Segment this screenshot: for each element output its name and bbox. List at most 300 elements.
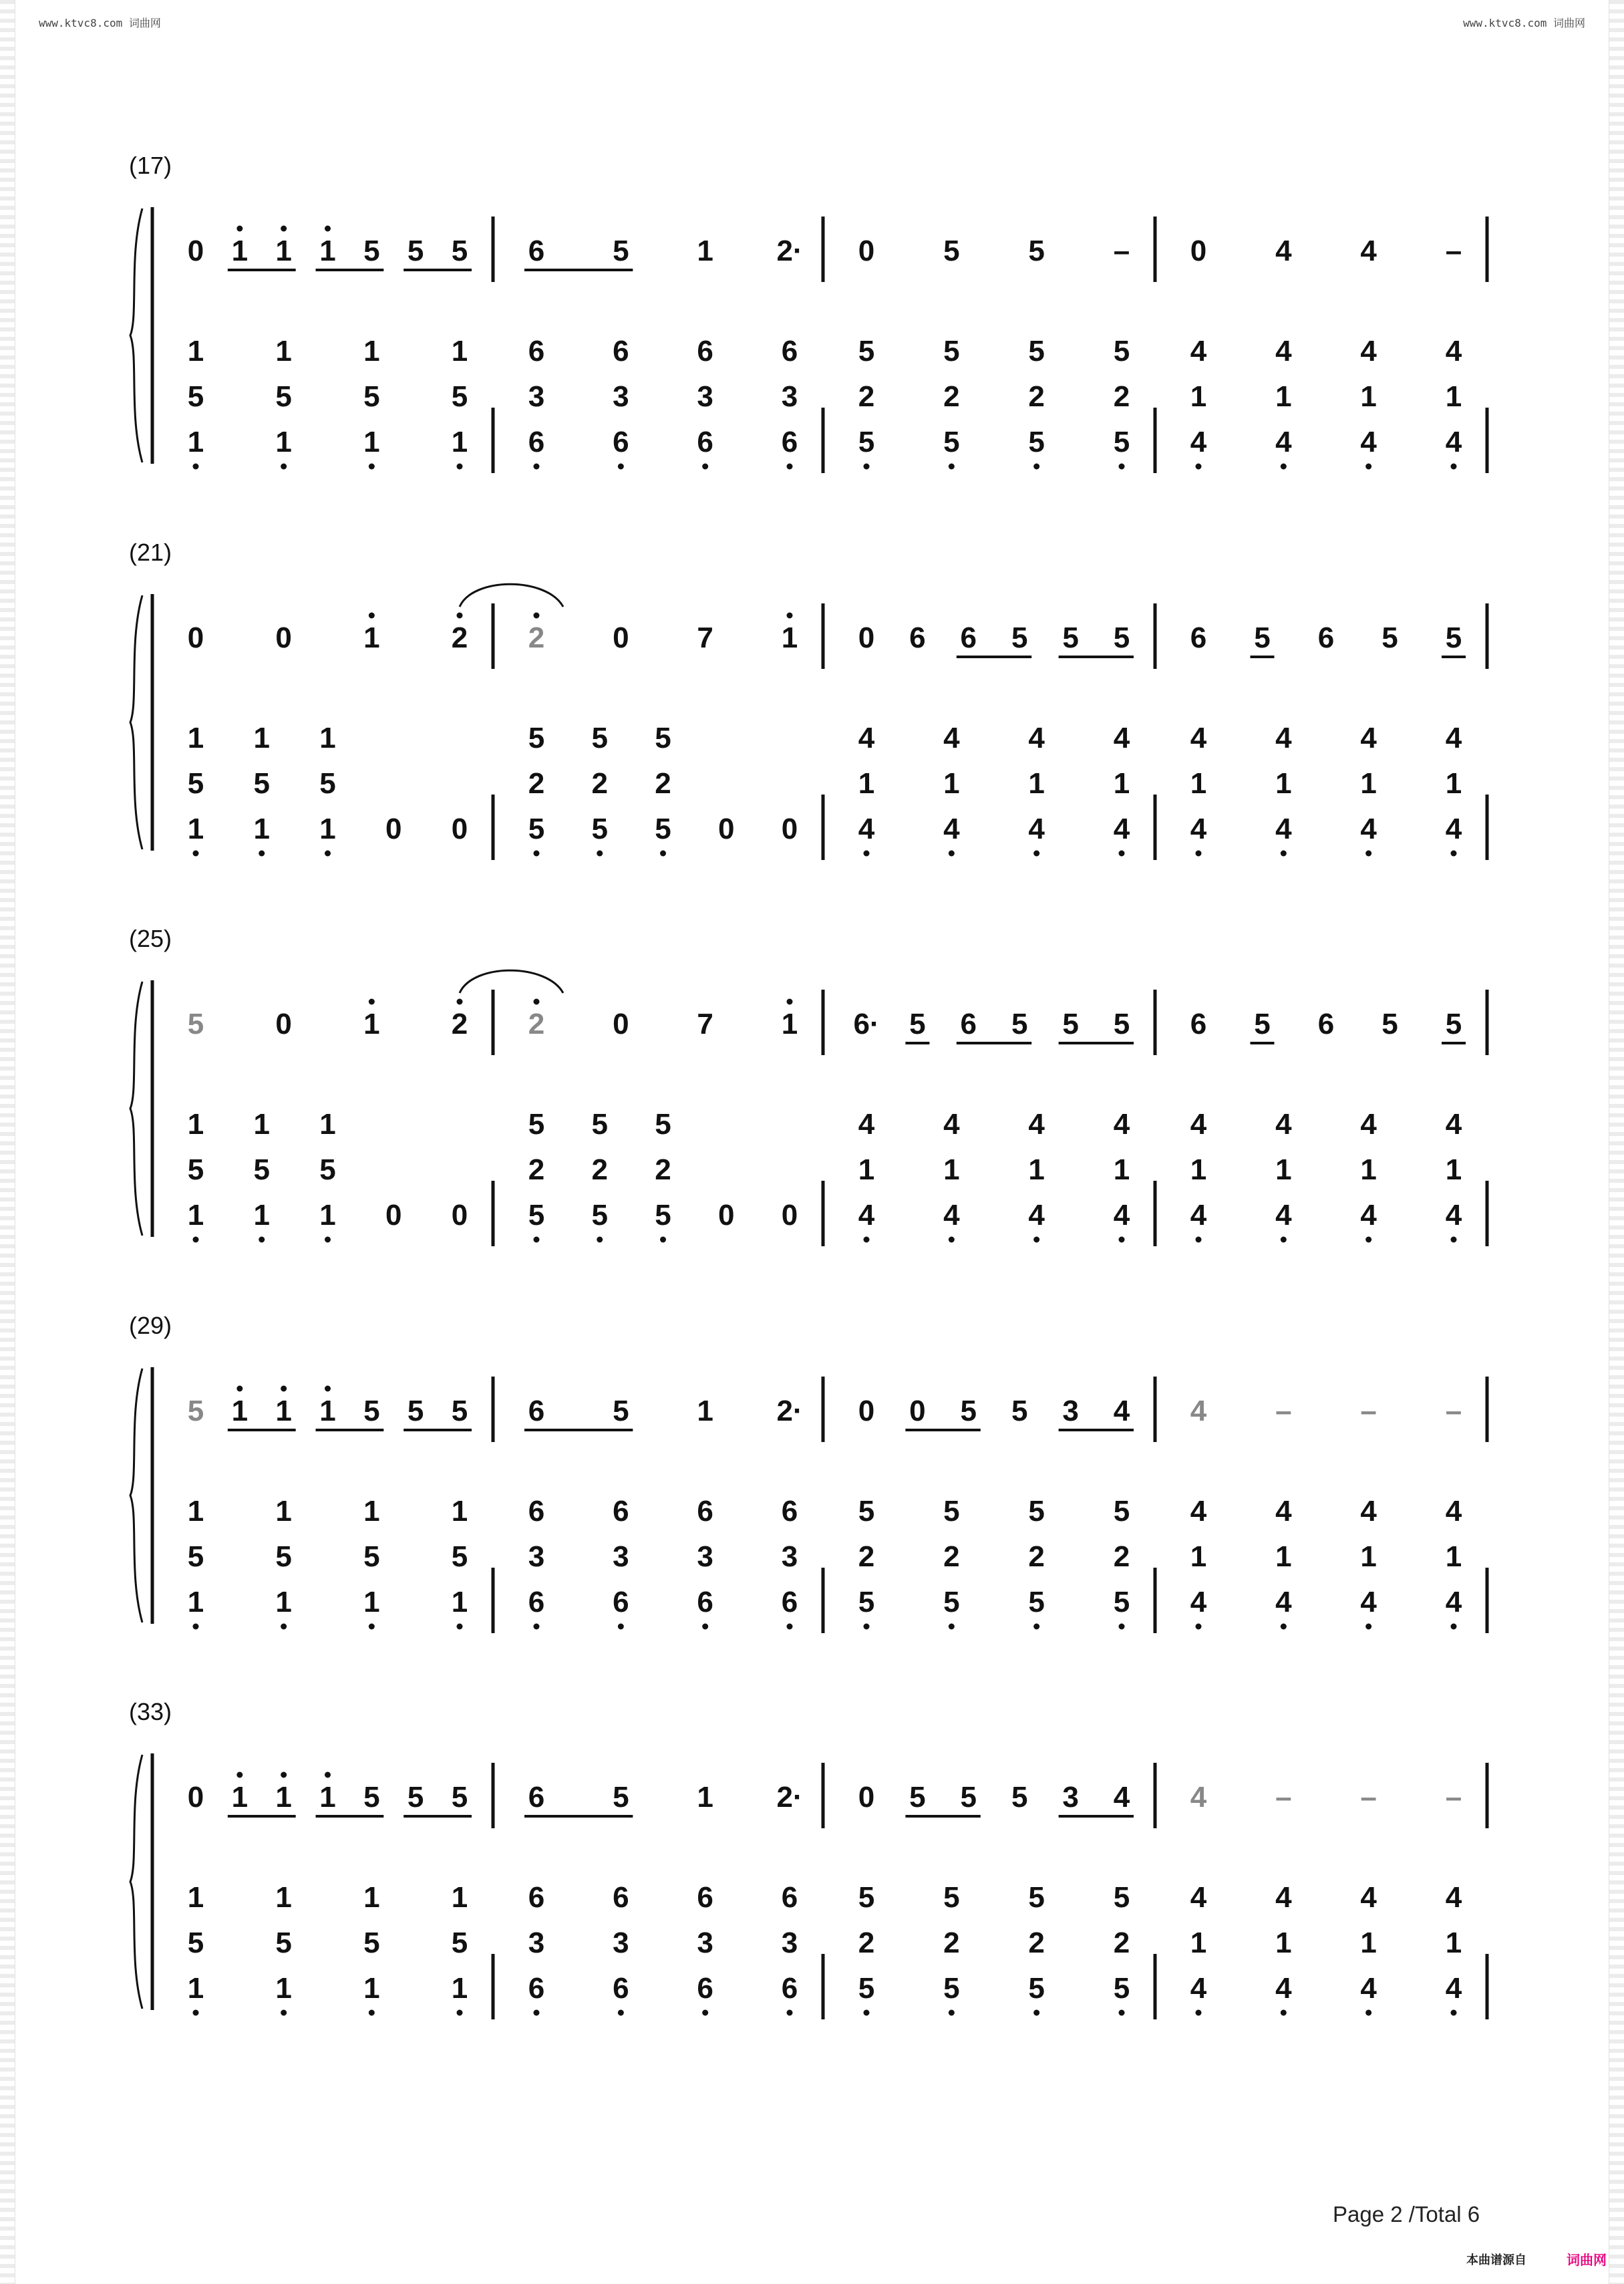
melody-note: 6 xyxy=(909,621,926,654)
octave-dot-below xyxy=(1451,1237,1457,1243)
octave-dot-below xyxy=(1119,1624,1125,1630)
bass-note: 2 xyxy=(655,767,671,800)
melody-note: 1 xyxy=(781,621,798,654)
system-brace xyxy=(130,208,142,462)
melody-note: 7 xyxy=(697,1008,713,1040)
octave-dot-below xyxy=(618,2010,624,2016)
bass-note: 3 xyxy=(613,1540,629,1573)
bass-note: 2 xyxy=(858,1926,875,1959)
bass-note: 0 xyxy=(451,813,468,845)
octave-dot-below xyxy=(1119,464,1125,470)
octave-dot-below xyxy=(281,2010,287,2016)
melody-note: 7 xyxy=(697,621,713,654)
bass-note: 5 xyxy=(1113,1881,1130,1914)
bass-note: 1 xyxy=(187,426,204,458)
bass-note: 0 xyxy=(385,813,402,845)
bass-note: 5 xyxy=(451,380,468,413)
bass-note: 1 xyxy=(1190,1153,1207,1186)
octave-dot-above xyxy=(787,613,793,619)
bass-note: 5 xyxy=(451,1926,468,1959)
bass-note: 2 xyxy=(1028,1926,1045,1959)
bass-note: 1 xyxy=(451,1495,468,1528)
bass-note: 6 xyxy=(781,1881,798,1914)
bass-note: 4 xyxy=(1275,426,1292,458)
octave-dot-above xyxy=(236,1386,242,1392)
melody-note: 1 xyxy=(363,1008,380,1040)
melody-note: 5 xyxy=(1113,621,1130,654)
bass-note: 4 xyxy=(858,722,875,754)
bass-note: 1 xyxy=(253,1199,270,1232)
melody-note: 6 xyxy=(528,1781,545,1814)
bass-note: 6 xyxy=(528,1495,545,1528)
bass-note: 3 xyxy=(528,1926,545,1959)
bass-note: 1 xyxy=(187,1495,204,1528)
octave-dot-above xyxy=(369,613,375,619)
melody-note: 5 xyxy=(1445,621,1462,654)
bass-note: 1 xyxy=(1360,1540,1377,1573)
bass-note: 1 xyxy=(1113,1153,1130,1186)
bass-note: 2 xyxy=(528,1153,545,1186)
bass-note: 4 xyxy=(1190,813,1207,845)
octave-dot-below xyxy=(369,464,375,470)
bass-note: 1 xyxy=(1360,767,1377,800)
bass-note: 5 xyxy=(1113,1495,1130,1528)
octave-dot-below xyxy=(369,2010,375,2016)
bass-note: 1 xyxy=(451,1586,468,1618)
bass-note: 4 xyxy=(1190,1108,1207,1141)
bass-note: 4 xyxy=(1275,335,1292,368)
bass-note: 4 xyxy=(1275,1972,1292,2005)
melody-note: 5 xyxy=(1254,621,1271,654)
bass-note: 4 xyxy=(1360,1199,1377,1232)
octave-dot-below xyxy=(1451,464,1457,470)
bass-note: 5 xyxy=(187,1926,204,1959)
melody-note: 5 xyxy=(613,1395,629,1427)
melody-note: 5 xyxy=(363,235,380,267)
bass-note: 4 xyxy=(858,1108,875,1141)
bass-note: 6 xyxy=(528,335,545,368)
bass-note: 5 xyxy=(858,1881,875,1914)
bass-note: 4 xyxy=(1028,813,1045,845)
bass-note: 5 xyxy=(858,1972,875,2005)
bass-note: 1 xyxy=(187,1881,204,1914)
header-site-right: www.ktvc8.com 词曲网 xyxy=(1463,17,1585,29)
bass-note: 4 xyxy=(1445,1586,1462,1618)
measure-number: (25) xyxy=(129,925,172,952)
octave-dot-below xyxy=(534,2010,540,2016)
bass-note: 4 xyxy=(1113,1108,1130,1141)
bass-note: 5 xyxy=(528,1108,545,1141)
melody-note: 5 xyxy=(1113,1008,1130,1040)
bass-note: 4 xyxy=(1190,1972,1207,2005)
bass-note: 2 xyxy=(1113,380,1130,413)
bass-note: 5 xyxy=(591,722,608,754)
bass-note: 4 xyxy=(1028,1199,1045,1232)
bass-note: 0 xyxy=(385,1199,402,1232)
octave-dot-below xyxy=(1033,851,1039,857)
melody-note: 5 xyxy=(1011,1008,1028,1040)
bass-note: 6 xyxy=(697,1495,713,1528)
octave-dot-above xyxy=(281,1772,287,1778)
bass-note: 5 xyxy=(275,1926,292,1959)
octave-dot-below xyxy=(1451,851,1457,857)
bass-note: 1 xyxy=(275,1495,292,1528)
octave-dot-above xyxy=(325,226,331,232)
octave-dot-below xyxy=(193,464,199,470)
octave-dot-below xyxy=(281,1624,287,1630)
melody-note: 0 xyxy=(858,235,875,267)
bass-note: 4 xyxy=(1275,1199,1292,1232)
bass-note: 1 xyxy=(1445,1926,1462,1959)
bass-note: 6 xyxy=(613,1495,629,1528)
octave-dot-below xyxy=(457,1624,463,1630)
bass-note: 4 xyxy=(1360,335,1377,368)
bass-note: 5 xyxy=(187,767,204,800)
octave-dot-below xyxy=(534,1237,540,1243)
melody-note: 6 xyxy=(1317,1008,1335,1040)
melody-note: 5 xyxy=(1382,1008,1398,1040)
bass-note: 6 xyxy=(697,1586,713,1618)
bass-note: 2 xyxy=(1028,1540,1045,1573)
melody-note: 5 xyxy=(451,1781,468,1814)
melody-note: 0 xyxy=(858,1781,875,1814)
melody-note: – xyxy=(1445,1395,1462,1427)
octave-dot-below xyxy=(949,851,955,857)
bass-note: 1 xyxy=(253,722,270,754)
melody-note: 1 xyxy=(231,235,249,267)
melody-note: – xyxy=(1113,235,1130,267)
bass-note: 6 xyxy=(781,1495,798,1528)
bass-note: 6 xyxy=(781,1586,798,1618)
bass-note: 5 xyxy=(528,813,545,845)
melody-note: 0 xyxy=(187,235,204,267)
octave-dot-below xyxy=(457,464,463,470)
melody-note: 6 xyxy=(1317,621,1335,654)
melody-note: 6 xyxy=(960,621,977,654)
octave-dot-below xyxy=(597,1237,603,1243)
bass-note: 4 xyxy=(1360,1972,1377,2005)
bass-note: 1 xyxy=(1360,380,1377,413)
melody-note: 5 xyxy=(909,1781,926,1814)
bass-note: 4 xyxy=(943,1199,960,1232)
melody-note: 1 xyxy=(319,1781,336,1814)
octave-dot-below xyxy=(325,1237,331,1243)
melody-note: 3 xyxy=(1062,1781,1079,1814)
bass-note: 5 xyxy=(858,426,875,458)
bass-note: 5 xyxy=(1028,1495,1045,1528)
bass-note: 1 xyxy=(253,813,270,845)
octave-dot-below xyxy=(1365,464,1371,470)
bass-note: 5 xyxy=(1113,335,1130,368)
melody-note: 0 xyxy=(275,1008,292,1040)
melody-note: 1 xyxy=(363,621,380,654)
melody-note: 5 xyxy=(960,1395,977,1427)
bass-note: 6 xyxy=(613,1972,629,2005)
octave-dot-above xyxy=(369,999,375,1005)
octave-dot-below xyxy=(1281,2010,1287,2016)
octave-dot-below xyxy=(1196,464,1202,470)
bass-note: 2 xyxy=(591,1153,608,1186)
octave-dot-below xyxy=(660,851,666,857)
bass-note: 5 xyxy=(1113,1972,1130,2005)
melody-note: – xyxy=(1275,1781,1292,1814)
bass-note: 4 xyxy=(1360,1881,1377,1914)
bass-note: 4 xyxy=(1445,813,1462,845)
bass-note: 1 xyxy=(187,813,204,845)
system-brace xyxy=(130,595,142,849)
melody-note: 6 xyxy=(528,1395,545,1427)
melody-note: 5 xyxy=(1445,1008,1462,1040)
bass-note: 6 xyxy=(528,1972,545,2005)
bass-note: 5 xyxy=(1028,1586,1045,1618)
melody-note: 2 xyxy=(528,621,545,654)
octave-dot-below xyxy=(1365,1624,1371,1630)
melody-note: 0 xyxy=(187,621,204,654)
bass-note: 1 xyxy=(363,335,380,368)
melody-note: 1 xyxy=(275,235,292,267)
bass-note: 2 xyxy=(1113,1926,1130,1959)
bass-note: 0 xyxy=(718,813,735,845)
melody-note: 2· xyxy=(776,1395,803,1427)
bass-note: 4 xyxy=(1275,1108,1292,1141)
melody-note: – xyxy=(1360,1781,1377,1814)
octave-dot-above xyxy=(457,999,463,1005)
melody-note: 4 xyxy=(1113,1395,1130,1427)
octave-dot-below xyxy=(325,851,331,857)
bass-note: 4 xyxy=(1275,1495,1292,1528)
bass-note: 1 xyxy=(1190,767,1207,800)
bass-note: 1 xyxy=(363,426,380,458)
bass-note: 0 xyxy=(781,1199,798,1232)
bass-note: 1 xyxy=(187,722,204,754)
octave-dot-below xyxy=(787,1624,793,1630)
octave-dot-below xyxy=(1033,2010,1039,2016)
bass-note: 2 xyxy=(943,1540,960,1573)
melody-note: – xyxy=(1360,1395,1377,1427)
melody-note: 3 xyxy=(1062,1395,1079,1427)
bass-note: 4 xyxy=(1028,722,1045,754)
bass-note: 4 xyxy=(1190,1495,1207,1528)
bass-note: 1 xyxy=(451,335,468,368)
bass-note: 1 xyxy=(187,335,204,368)
bass-note: 4 xyxy=(1360,1108,1377,1141)
melody-note: 4 xyxy=(1360,235,1377,267)
bass-note: 6 xyxy=(697,1881,713,1914)
melody-note: 2 xyxy=(451,1008,468,1040)
melody-note: 1 xyxy=(697,1395,713,1427)
bass-note: 1 xyxy=(319,813,336,845)
melody-note: 2 xyxy=(528,1008,545,1040)
melody-note: 0 xyxy=(613,1008,629,1040)
bass-note: 6 xyxy=(613,335,629,368)
bass-note: 1 xyxy=(943,767,960,800)
measure-number: (17) xyxy=(129,152,172,179)
bass-note: 6 xyxy=(528,1881,545,1914)
bass-note: 5 xyxy=(943,1972,960,2005)
bass-note: 1 xyxy=(275,1881,292,1914)
bass-note: 5 xyxy=(275,1540,292,1573)
bass-note: 5 xyxy=(858,1586,875,1618)
bass-note: 6 xyxy=(697,335,713,368)
octave-dot-below xyxy=(1365,851,1371,857)
bass-note: 4 xyxy=(943,813,960,845)
bass-note: 1 xyxy=(253,1108,270,1141)
system-brace xyxy=(130,982,142,1236)
bass-note: 5 xyxy=(528,1199,545,1232)
bass-note: 1 xyxy=(187,1972,204,2005)
bass-note: 4 xyxy=(1445,1108,1462,1141)
octave-dot-below xyxy=(1281,1237,1287,1243)
bass-note: 5 xyxy=(363,1926,380,1959)
melody-note: – xyxy=(1445,235,1462,267)
melody-note: 6 xyxy=(528,235,545,267)
bass-note: 4 xyxy=(1275,813,1292,845)
bass-note: 6 xyxy=(613,1586,629,1618)
melody-note: 5 xyxy=(187,1008,204,1040)
melody-note: 5 xyxy=(363,1395,380,1427)
melody-note: 5 xyxy=(187,1395,204,1427)
melody-note: 0 xyxy=(613,621,629,654)
melody-note: 5 xyxy=(1011,1781,1028,1814)
bass-note: 5 xyxy=(655,722,671,754)
octave-dot-below xyxy=(1196,1624,1202,1630)
melody-note: 1 xyxy=(319,235,336,267)
melody-note: 5 xyxy=(960,1781,977,1814)
bass-note: 1 xyxy=(451,1972,468,2005)
melody-note: 6· xyxy=(853,1008,880,1040)
bass-note: 5 xyxy=(1028,1972,1045,2005)
bass-note: 5 xyxy=(187,1540,204,1573)
octave-dot-below xyxy=(457,2010,463,2016)
bass-note: 1 xyxy=(319,1199,336,1232)
bass-note: 5 xyxy=(1028,1881,1045,1914)
bass-note: 5 xyxy=(655,813,671,845)
bass-note: 2 xyxy=(1113,1540,1130,1573)
bass-note: 4 xyxy=(858,813,875,845)
octave-dot-below xyxy=(281,464,287,470)
octave-dot-above xyxy=(281,1386,287,1392)
bass-note: 2 xyxy=(1028,380,1045,413)
melody-note: 5 xyxy=(1011,1395,1028,1427)
bass-note: 1 xyxy=(858,1153,875,1186)
octave-dot-below xyxy=(949,1237,955,1243)
bass-note: 5 xyxy=(591,1199,608,1232)
octave-dot-below xyxy=(949,1624,955,1630)
bass-note: 4 xyxy=(1113,1199,1130,1232)
bass-note: 4 xyxy=(1113,813,1130,845)
bass-note: 2 xyxy=(655,1153,671,1186)
octave-dot-below xyxy=(1119,1237,1125,1243)
bass-note: 1 xyxy=(363,1881,380,1914)
bass-note: 5 xyxy=(1028,426,1045,458)
bass-note: 5 xyxy=(187,380,204,413)
octave-dot-below xyxy=(1033,1237,1039,1243)
bass-note: 4 xyxy=(1275,722,1292,754)
octave-dot-below xyxy=(949,464,955,470)
octave-dot-above xyxy=(281,226,287,232)
bass-note: 4 xyxy=(1445,1199,1462,1232)
bass-note: 5 xyxy=(858,335,875,368)
bass-note: 2 xyxy=(528,767,545,800)
melody-note: 1 xyxy=(275,1781,292,1814)
bass-note: 5 xyxy=(943,426,960,458)
bass-note: 3 xyxy=(697,1540,713,1573)
bass-note: 5 xyxy=(858,1495,875,1528)
bass-note: 4 xyxy=(1360,1586,1377,1618)
octave-dot-below xyxy=(618,464,624,470)
bass-note: 1 xyxy=(275,426,292,458)
bass-note: 5 xyxy=(319,767,336,800)
melody-note: 4 xyxy=(1190,1395,1207,1427)
melody-note: 5 xyxy=(1062,1008,1079,1040)
bass-note: 3 xyxy=(613,380,629,413)
bass-note: 3 xyxy=(781,1540,798,1573)
measure-number: (29) xyxy=(129,1312,172,1339)
bass-note: 5 xyxy=(943,1586,960,1618)
bass-note: 1 xyxy=(275,335,292,368)
bass-note: 1 xyxy=(319,722,336,754)
bass-note: 5 xyxy=(528,722,545,754)
bass-note: 3 xyxy=(697,1926,713,1959)
bass-note: 5 xyxy=(253,1153,270,1186)
tie-arc xyxy=(460,970,563,993)
melody-note: 4 xyxy=(1113,1781,1130,1814)
bass-note: 4 xyxy=(1028,1108,1045,1141)
melody-note: 5 xyxy=(909,1008,926,1040)
melody-note: 5 xyxy=(1382,621,1398,654)
bass-note: 4 xyxy=(1445,335,1462,368)
octave-dot-below xyxy=(369,1624,375,1630)
bass-note: 1 xyxy=(1113,767,1130,800)
bass-note: 1 xyxy=(1360,1153,1377,1186)
bass-note: 4 xyxy=(943,722,960,754)
bass-note: 4 xyxy=(943,1108,960,1141)
bass-note: 5 xyxy=(1113,426,1130,458)
octave-dot-below xyxy=(1281,464,1287,470)
bass-note: 1 xyxy=(1190,380,1207,413)
octave-dot-below xyxy=(660,1237,666,1243)
bass-note: 4 xyxy=(1190,426,1207,458)
octave-dot-below xyxy=(1033,1624,1039,1630)
octave-dot-above xyxy=(534,613,540,619)
melody-note: 1 xyxy=(781,1008,798,1040)
melody-note: 5 xyxy=(363,1781,380,1814)
octave-dot-below xyxy=(1033,464,1039,470)
bass-note: 5 xyxy=(363,380,380,413)
melody-note: 0 xyxy=(858,621,875,654)
bass-note: 2 xyxy=(943,380,960,413)
bass-note: 6 xyxy=(528,426,545,458)
octave-dot-below xyxy=(702,464,708,470)
melody-note: 4 xyxy=(1190,1781,1207,1814)
melody-note: 5 xyxy=(451,235,468,267)
melody-note: 0 xyxy=(187,1781,204,1814)
octave-dot-below xyxy=(787,2010,793,2016)
octave-dot-below xyxy=(949,2010,955,2016)
melody-note: 2· xyxy=(776,235,803,267)
octave-dot-below xyxy=(864,1237,870,1243)
bass-note: 5 xyxy=(943,335,960,368)
melody-note: 0 xyxy=(1190,235,1207,267)
melody-note: 5 xyxy=(1254,1008,1271,1040)
bass-note: 1 xyxy=(363,1972,380,2005)
octave-dot-below xyxy=(534,464,540,470)
octave-dot-above xyxy=(457,613,463,619)
bass-note: 5 xyxy=(253,767,270,800)
bass-note: 1 xyxy=(363,1586,380,1618)
bass-note: 5 xyxy=(1113,1586,1130,1618)
bass-note: 1 xyxy=(1190,1540,1207,1573)
